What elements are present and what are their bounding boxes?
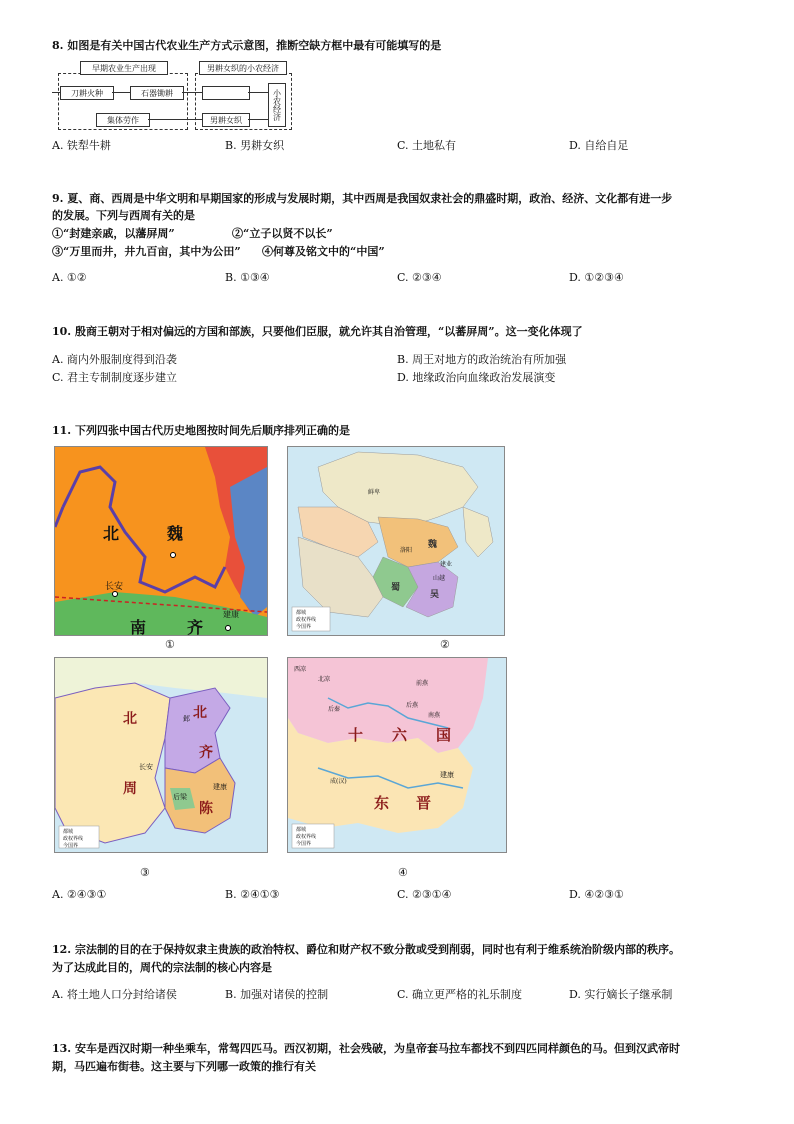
q10-option-c[interactable]: C. 君主专制制度逐步建立 (52, 371, 178, 384)
q9-item-4: ④何尊及铭文中的“中国” (262, 245, 385, 258)
q11-option-b[interactable]: B. ②④①③ (225, 888, 280, 901)
map3-city-changan: 长安 (139, 763, 153, 771)
map1-label-wei: 魏 (167, 524, 184, 543)
map3-label-qi: 齐 (199, 745, 213, 761)
map2-city-jianye: 建业 (440, 561, 453, 568)
diagram-stone-tool: 石器锄耕 (130, 86, 184, 100)
q10-option-d[interactable]: D. 地缘政治向血缘政治发展演变 (397, 371, 556, 384)
map4-label-houyan: 后燕 (406, 702, 419, 709)
map4-city-jiankang: 建康 (440, 771, 454, 779)
diagram-men-women-title: 男耕女织的小农经济 (199, 61, 287, 75)
map-three-kingdoms (287, 446, 505, 636)
map4-legend-border: 政权界线 (296, 834, 317, 840)
map3-legend-border: 政权界线 (63, 836, 84, 842)
map1-city-jiankang: 建康 (223, 610, 239, 619)
map2-label-xianbei: 鲜卑 (368, 489, 381, 496)
q12-option-d[interactable]: D. 实行嫡长子继承制 (569, 988, 673, 1001)
map2-label-wei: 魏 (428, 540, 438, 550)
q10-option-b[interactable]: B. 周王对地方的政治统治有所加强 (397, 353, 567, 366)
map2-label-shu: 蜀 (391, 583, 401, 593)
map3-label-zhou: 周 (123, 781, 137, 797)
map4-label-liu: 六 (392, 726, 408, 744)
map2-legend-modern: 今国界 (296, 624, 312, 630)
map-sixteen-kingdoms (287, 657, 507, 853)
q9-option-a[interactable]: A. ①② (52, 271, 87, 284)
map4-legend-capital: 都城 (296, 827, 307, 833)
map3-city-ye: 邺 (183, 715, 190, 723)
q12-option-b[interactable]: B. 加强对诸侯的控制 (225, 988, 329, 1001)
map1-label-bei: 北 (103, 524, 120, 543)
map2-label-wu: 吴 (430, 590, 440, 600)
map3-caption: ③ (140, 866, 150, 879)
map3-legend-capital: 都城 (63, 829, 74, 835)
map3-label-bei1: 北 (123, 711, 137, 727)
q10-stem: 10. 殷商王朝对于相对偏远的方国和部族，只要他们臣服，就允许其自治管理，“以蕃屏周”。这一变化体现了 (52, 325, 583, 338)
map4-caption: ④ (398, 866, 408, 879)
map4-label-houqin: 后秦 (328, 706, 341, 713)
diagram-blank-box (202, 86, 250, 100)
q8-stem: 8. 如图是有关中国古代农业生产方式示意图，推断空缺方框中最有可能填写的是 (52, 39, 442, 52)
map4-label-jin: 晋 (416, 794, 432, 812)
q13-stem-line2: 期，马匹遍布街巷。这主要与下列哪一政策的推行有关 (52, 1060, 316, 1073)
map1-city-changan: 长安 (105, 582, 124, 592)
q12-option-c[interactable]: C. 确立更严格的礼乐制度 (397, 988, 523, 1001)
map1-label-qi: 齐 (187, 618, 204, 636)
diagram-small-peasant: 小农经济 (268, 83, 286, 127)
q11-option-d[interactable]: D. ④②③① (569, 888, 624, 901)
map-northern-wei (54, 446, 268, 636)
map4-label-xiliang: 西凉 (294, 666, 307, 673)
map2-legend-border: 政权界线 (296, 617, 317, 623)
q8-option-b[interactable]: B. 男耕女织 (225, 139, 285, 152)
q9-item-3: ③“万里而井，井九百亩，其中为公田” (52, 245, 241, 258)
diagram-men-women: 男耕女织 (202, 113, 250, 127)
q10-option-a[interactable]: A. 商内外服制度得到沿袭 (52, 353, 177, 366)
q8-option-c[interactable]: C. 土地私有 (397, 139, 457, 152)
diagram-early-title: 早期农业生产出现 (80, 61, 168, 75)
map4-legend-modern: 今国界 (296, 841, 312, 847)
q12-option-a[interactable]: A. 将土地人口分封给诸侯 (52, 988, 177, 1001)
map2-label-shanyue: 山越 (433, 575, 446, 582)
q8-option-d[interactable]: D. 自给自足 (569, 139, 629, 152)
map2-city-luoyang: 洛阳 (400, 547, 413, 554)
map3-city-jiankang: 建康 (213, 783, 227, 791)
map3-legend-modern: 今国界 (63, 843, 79, 849)
map3-label-houliang: 后梁 (173, 793, 187, 801)
map4-label-qianyan: 前燕 (416, 680, 429, 687)
q11-option-a[interactable]: A. ②④③① (52, 888, 107, 901)
q11-option-c[interactable]: C. ②③①④ (397, 888, 452, 901)
map2-legend-capital: 都城 (296, 610, 307, 616)
map4-label-guo: 国 (436, 726, 452, 744)
q13-stem-line1: 13. 安车是西汉时期一种坐乘车，常驾四匹马。西汉初期，社会残破，为皇帝套马拉车都找不到四匹同样颜色的马。但到汉武帝时 (52, 1042, 680, 1055)
map1-label-nan: 南 (130, 618, 147, 636)
q8-option-a[interactable]: A. 铁犁牛耕 (52, 139, 111, 152)
q12-stem-line2: 为了达成此目的，周代的宗法制的核心内容是 (52, 961, 272, 974)
map4-label-chenghan: 成(汉) (330, 778, 347, 785)
q9-item-2: ②“立子以贤不以长” (232, 227, 333, 240)
q9-option-b[interactable]: B. ①③④ (225, 271, 270, 284)
map-northern-dynasties (54, 657, 268, 853)
map4-label-dong: 东 (374, 794, 390, 812)
map4-label-nanyan: 南燕 (428, 712, 441, 719)
diagram-collective: 集体劳作 (96, 113, 150, 127)
q9-stem-line1: 9. 夏、商、西周是中华文明和早期国家的形成与发展时期，其中西周是我国奴隶社会的鼎盛时期，政治、经济、文化都有进一步 (52, 192, 673, 205)
q11-stem: 11. 下列四张中国古代历史地图按时间先后顺序排列正确的是 (52, 424, 350, 437)
q9-option-d[interactable]: D. ①②③④ (569, 271, 624, 284)
map3-label-bei2: 北 (193, 705, 207, 721)
q9-option-c[interactable]: C. ②③④ (397, 271, 442, 284)
q9-item-1: ①“封建亲戚，以藩屏周” (52, 227, 175, 240)
map4-label-shi: 十 (348, 726, 364, 744)
q12-stem-line1: 12. 宗法制的目的在于保持奴隶主贵族的政治特权、爵位和财产权不致分散或受到削弱，同时也有利于维系统治阶级内部的秩序。 (52, 943, 680, 956)
map2-caption: ② (440, 638, 450, 651)
map3-label-chen: 陈 (199, 801, 213, 817)
q9-stem-line2: 的发展。下列与西周有关的是 (52, 209, 195, 222)
diagram-slash-burn: 刀耕火种 (60, 86, 114, 100)
map1-caption: ① (165, 638, 175, 651)
map4-label-beiliang: 北凉 (318, 676, 331, 683)
